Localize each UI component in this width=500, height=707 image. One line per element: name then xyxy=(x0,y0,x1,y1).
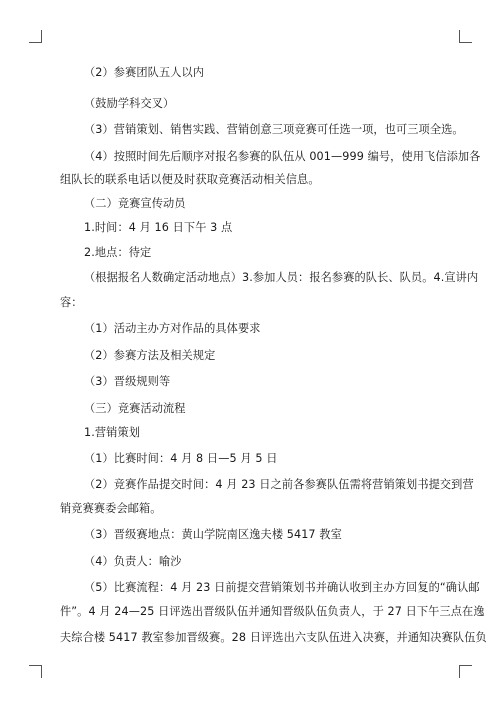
paragraph-line: 夫综合楼 5417 教室参加晋级赛。28 日评选出六支队伍进入决赛，并通知决赛队伍负 xyxy=(60,631,487,644)
paragraph-line: （根据报名人数确定活动地点）3.参加人员：报名参赛的队长、队员。4.宣讲内 xyxy=(84,271,479,284)
paragraph-line: （4）按照时间先后顺序对报名参赛的队伍从 001—999 编号，使用飞信添加各 xyxy=(84,150,481,163)
paragraph-line: （2）参赛方法及相关规定 xyxy=(84,349,216,362)
paragraph-line: 容： xyxy=(60,296,83,309)
crop-mark-bottom-left xyxy=(29,665,42,678)
paragraph-line: 件”。4 月 24—25 日评选出晋级队伍并通知晋级队伍负责人，于 27 日下午三点在逸 xyxy=(60,605,485,618)
paragraph-line: 组队长的联系电话以便及时获取竞赛活动相关信息。 xyxy=(60,173,320,186)
paragraph-line: （1）比赛时间：4 月 8 日—5 月 5 日 xyxy=(84,452,278,465)
paragraph-line: （2）参赛团队五人以内 xyxy=(84,66,205,79)
section-heading: （二）竞赛宣传动员 xyxy=(84,197,186,210)
section-heading: （三）竞赛活动流程 xyxy=(84,402,186,415)
paragraph-line: （3）晋级赛地点：黄山学院南区逸夫楼 5417 教室 xyxy=(84,528,342,541)
paragraph-line: （2）竞赛作品提交时间：4 月 23 日之前各参赛队伍需将营销策划书提交到营 xyxy=(84,478,474,491)
paragraph-line: （鼓励学科交叉） xyxy=(84,97,175,110)
paragraph-line: （3）营销策划、销售实践、营销创意三项竞赛可任选一项，也可三项全选。 xyxy=(84,123,464,136)
paragraph-line: （5）比赛流程：4 月 23 日前提交营销策划书并确认收到主办方回复的“确认邮 xyxy=(84,581,480,594)
paragraph-line: （3）晋级规则等 xyxy=(84,375,171,388)
paragraph-line: 1.时间：4 月 16 日下午 3 点 xyxy=(84,221,233,234)
paragraph-line: 销竞赛赛委会邮箱。 xyxy=(60,502,162,515)
crop-mark-top-right xyxy=(459,30,472,43)
paragraph-line: 2.地点：待定 xyxy=(84,246,152,259)
paragraph-line: （4）负责人：喻沙 xyxy=(84,555,182,568)
crop-mark-top-left xyxy=(29,30,42,43)
paragraph-line: （1）活动主办方对作品的具体要求 xyxy=(84,322,261,335)
paragraph-line: 1.营销策划 xyxy=(84,426,141,439)
crop-mark-bottom-right xyxy=(459,665,472,678)
